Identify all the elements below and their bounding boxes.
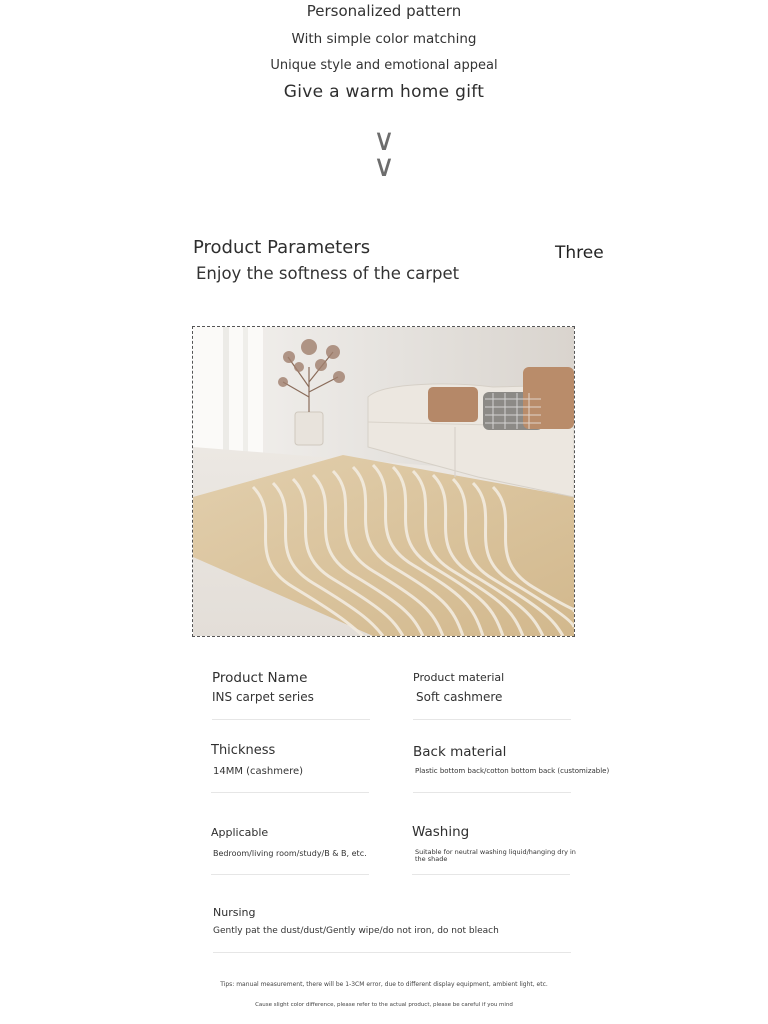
param-washing-value: Suitable for neutral washing liquid/hanging dry in the shade bbox=[415, 848, 576, 863]
section-subtitle: Enjoy the softness of the carpet bbox=[196, 264, 460, 283]
tagline-line-3: Unique style and emotional appeal bbox=[270, 58, 498, 73]
chevron-down-icon: ∨ bbox=[373, 123, 395, 158]
divider bbox=[211, 792, 369, 793]
tagline-line-1: Personalized pattern bbox=[306, 2, 462, 20]
tip-line-2: Cause slight color difference, please refer to the actual product, please be careful if you mind bbox=[255, 1002, 513, 1008]
section-title: Product Parameters bbox=[193, 237, 371, 258]
divider bbox=[211, 874, 369, 875]
tagline-line-4: Give a warm home gift bbox=[283, 82, 485, 102]
living-room-carpet-photo bbox=[193, 327, 574, 636]
tagline-line-2: With simple color matching bbox=[291, 31, 477, 47]
param-applicable-value: Bedroom/living room/study/B & B, etc. bbox=[213, 849, 367, 858]
param-material-label: Product material bbox=[413, 671, 505, 684]
param-applicable-label: Applicable bbox=[211, 826, 269, 839]
divider bbox=[412, 874, 570, 875]
param-nursing-value: Gently pat the dust/dust/Gently wipe/do not iron, do not bleach bbox=[213, 926, 499, 936]
param-back-value: Plastic bottom back/cotton bottom back (customizable) bbox=[415, 767, 610, 775]
divider bbox=[212, 719, 370, 720]
param-name-label: Product Name bbox=[212, 670, 308, 686]
section-number: Three bbox=[555, 243, 604, 263]
param-nursing-label: Nursing bbox=[213, 906, 256, 919]
divider bbox=[413, 719, 571, 720]
divider bbox=[413, 792, 571, 793]
param-material-value: Soft cashmere bbox=[416, 690, 503, 704]
param-thickness-value: 14MM (cashmere) bbox=[213, 766, 304, 777]
param-washing-label: Washing bbox=[412, 824, 470, 840]
product-photo bbox=[192, 326, 575, 637]
divider bbox=[213, 952, 571, 953]
tip-line-1: Tips: manual measurement, there will be 1-3CM error, due to different display equipment, ambient light, etc. bbox=[220, 981, 548, 988]
chevron-down-icon: ∨ bbox=[373, 149, 395, 184]
param-name-value: INS carpet series bbox=[212, 690, 314, 704]
param-thickness-label: Thickness bbox=[211, 743, 276, 758]
param-back-label: Back material bbox=[413, 744, 507, 760]
